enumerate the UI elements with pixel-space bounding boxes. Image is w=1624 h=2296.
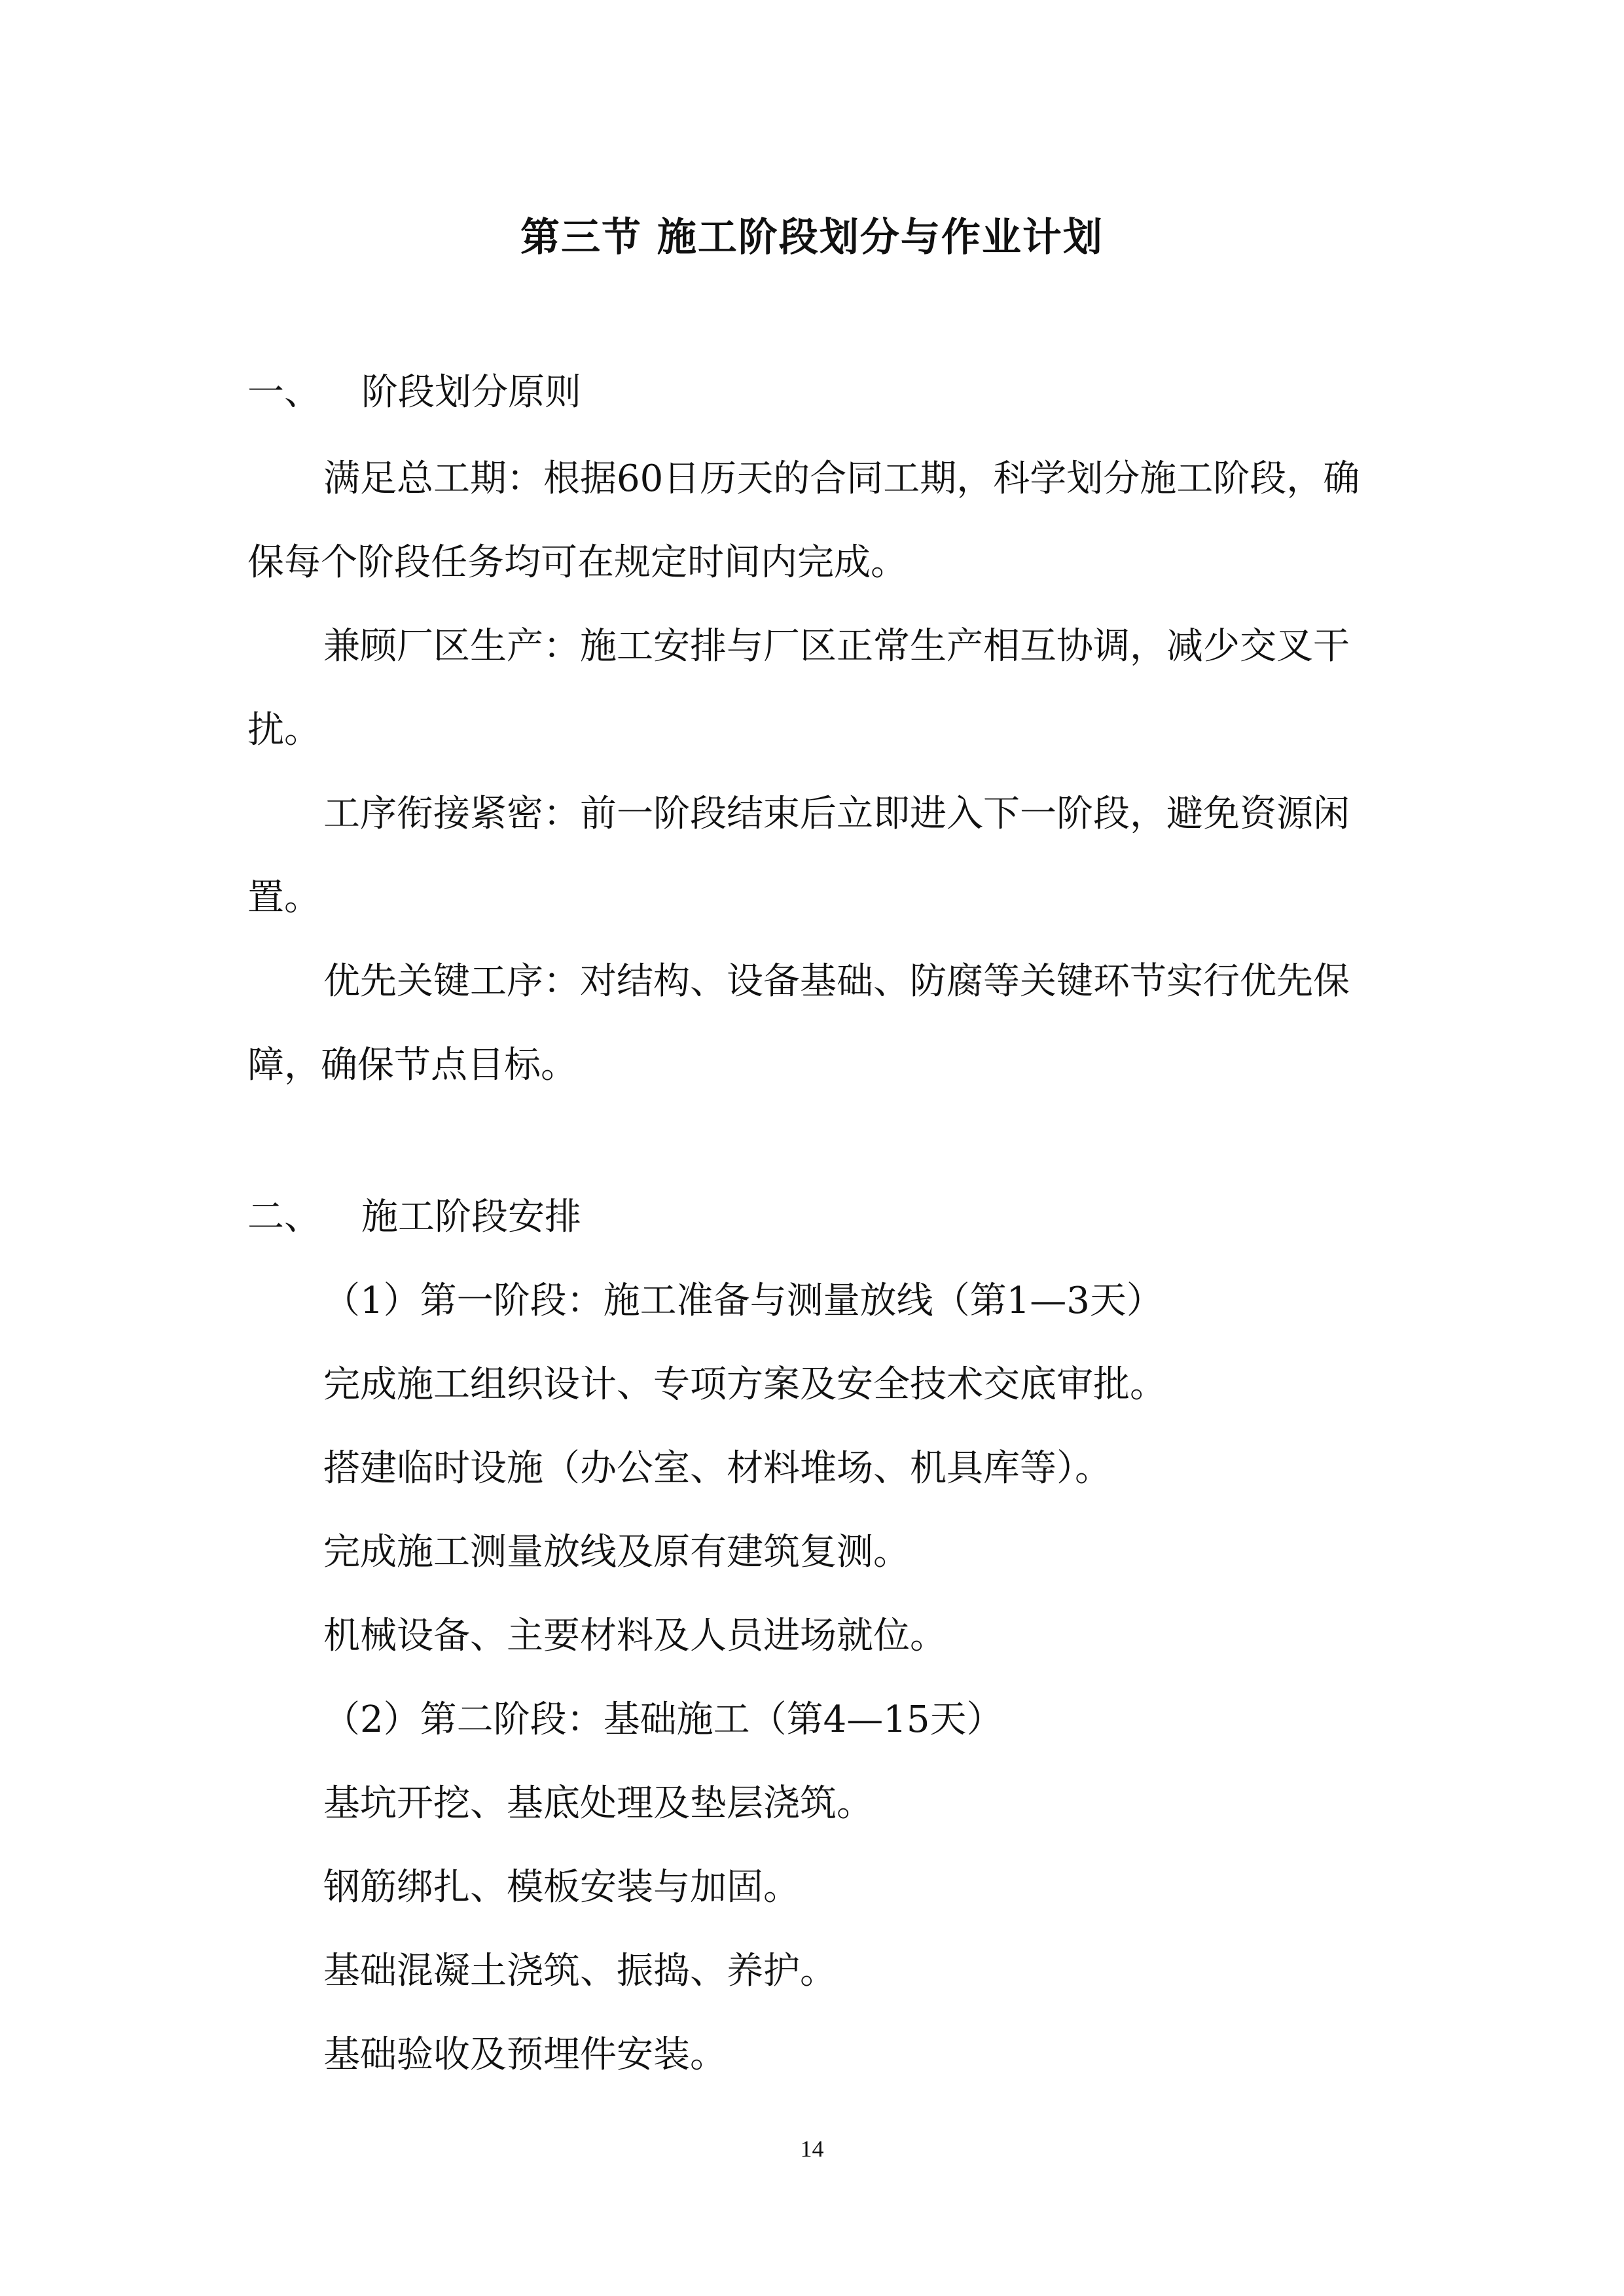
stage1-item: 机械设备、主要材料及人员进场就位。 [323, 1615, 947, 1657]
stage1-item: 搭建临时设施（办公室、材料堆场、机具库等）。 [323, 1447, 1111, 1490]
paragraph-process-line2: 置。 [247, 876, 321, 919]
paragraph-total-duration-line2: 保每个阶段任务均可在规定时间内完成。 [247, 541, 907, 584]
stage1-item: 完成施工组织设计、专项方案及安全技术交底审批。 [323, 1363, 1166, 1406]
section2-number: 二、 [247, 1196, 321, 1238]
paragraph-total-duration-line1: 满足总工期：根据60日历天的合同工期，科学划分施工阶段，确 [323, 457, 1360, 500]
paragraph-priority-line2: 障，确保节点目标。 [247, 1044, 577, 1086]
stage2-item: 钢筋绑扎、模板安装与加固。 [323, 1866, 800, 1909]
paragraph-production-line2: 扰。 [247, 709, 321, 751]
stage2-title: （2）第二阶段：基础施工（第4—15天） [323, 1698, 1003, 1741]
paragraph-process-line1: 工序衔接紧密：前一阶段结束后立即进入下一阶段，避免资源闲 [323, 793, 1350, 835]
stage2-item: 基坑开挖、基底处理及垫层浇筑。 [323, 1782, 873, 1825]
stage2-item: 基础验收及预埋件安装。 [323, 2034, 727, 2076]
stage1-item: 完成施工测量放线及原有建筑复测。 [323, 1531, 910, 1573]
page-number: 14 [800, 2136, 824, 2162]
paragraph-production-line1: 兼顾厂区生产：施工安排与厂区正常生产相互协调，减少交叉干 [323, 625, 1350, 668]
section2-heading: 施工阶段安排 [361, 1196, 581, 1238]
paragraph-priority-line1: 优先关键工序：对结构、设备基础、防腐等关键环节实行优先保 [323, 960, 1350, 1003]
section-title: 第三节 施工阶段划分与作业计划 [520, 215, 1104, 260]
section1-number: 一、 [247, 371, 321, 414]
stage1-title: （1）第一阶段：施工准备与测量放线（第1—3天） [323, 1280, 1163, 1322]
section1-heading: 阶段划分原则 [361, 371, 581, 414]
stage2-item: 基础混凝土浇筑、振捣、养护。 [323, 1950, 837, 1992]
